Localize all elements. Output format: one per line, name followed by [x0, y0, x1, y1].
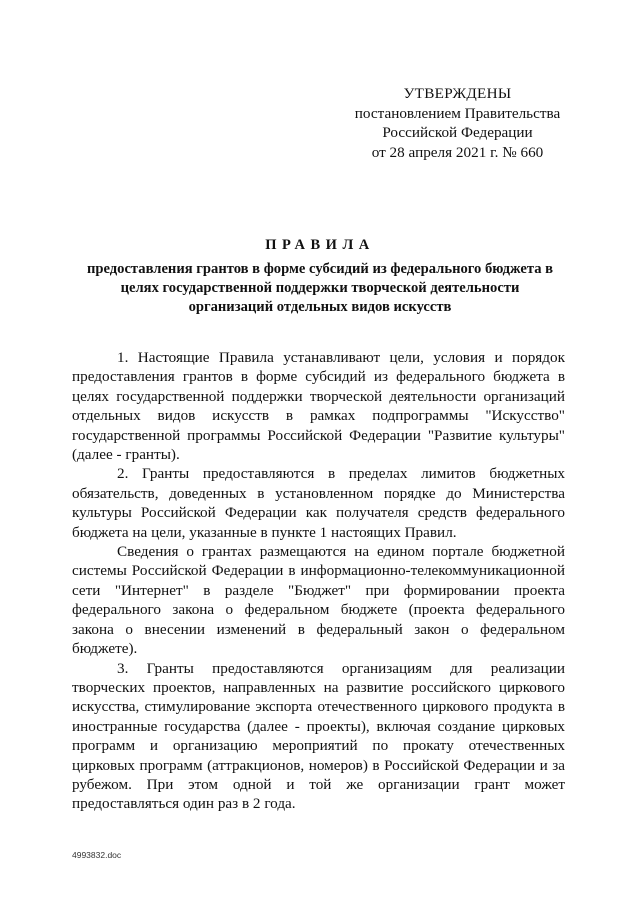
approval-line-2: Российской Федерации: [382, 124, 533, 141]
approval-block: [340, 84, 575, 162]
document-subtitle: предоставления грантов в форме субсидий из федерального бюджета в целях государственной поддержки творческой деятельности организаций отдельных видов искусств: [86, 261, 554, 315]
document-title: ПРАВИЛА: [265, 237, 375, 253]
paragraph-1: 1. Настоящие Правила устанавливают цели, условия и порядок предоставления грантов в форме субсидий из федерального бюджета в целях государственной поддержки творческой деятельности организаций отдельных видов искусств в рамках подпрограммы "Искусство" государственной программы Российской Федерации "Развитие культуры" (далее - гранты).: [72, 349, 565, 464]
paragraph-4: 3. Гранты предоставляются организациям для реализации творческих проектов, направленных на развитие российского циркового искусства, стимулирование экспорта отечественного циркового продукта в иностранные государства (далее - проекты), включая создание цирковых программ и организацию мероприятий по прокату отечественных цирковых программ (аттракционов, номеров) в Российской Федерации и за рубежом. При этом одной и той же организации грант может предоставляться один раз в 2 года.: [72, 659, 565, 813]
document-body: [72, 348, 565, 814]
file-reference: 4993832.doc: [72, 850, 122, 860]
paragraph-3: Сведения о грантах размещаются на едином портале бюджетной системы Российской Федерации в информационно-телекоммуникационной сети "Интернет" в разделе "Бюджет" при формировании проекта федерального закона о федеральном бюджете (проекта федерального закона о внесении изменений в федеральный закон о федеральном бюджете).: [72, 543, 565, 658]
approval-line-3: от 28 апреля 2021 г. № 660: [371, 143, 544, 161]
paragraph-2: 2. Гранты предоставляются в пределах лимитов бюджетных обязательств, доведенных в установленном порядке до Министерства культуры Российской Федерации как получателя средств федерального бюджета на цели, указанные в пункте 1 настоящих Правил.: [72, 465, 565, 541]
approval-line-1: постановлением Правительства: [354, 104, 561, 122]
approval-heading: УТВЕРЖДЕНЫ: [403, 85, 512, 102]
